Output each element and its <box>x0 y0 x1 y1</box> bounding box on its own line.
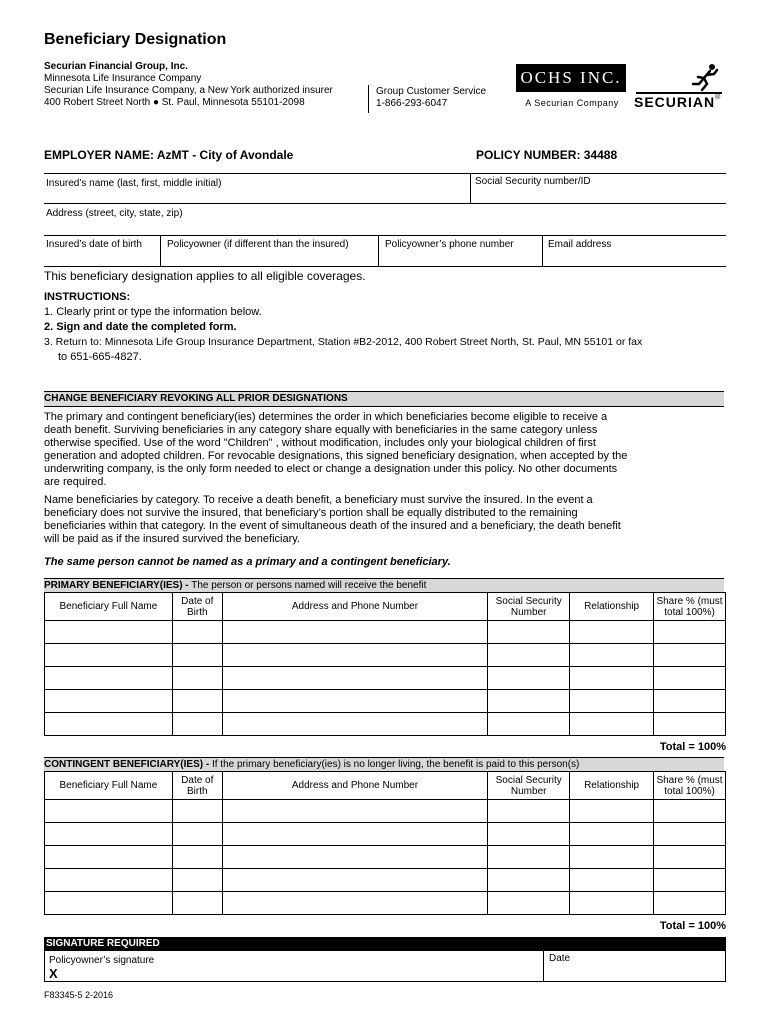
contingent-title-rest: If the primary beneficiary(ies) is no longer living, the benefit is paid to this person(s) <box>209 759 580 770</box>
cell-input[interactable] <box>172 690 222 713</box>
cell-input[interactable] <box>570 800 654 823</box>
page-title: Beneficiary Designation <box>44 31 227 48</box>
grid-line <box>543 951 544 981</box>
table-row[interactable] <box>45 869 726 892</box>
cell-input[interactable] <box>570 823 654 846</box>
header-divider <box>368 85 369 113</box>
cell-input[interactable] <box>488 800 570 823</box>
policy-number: POLICY NUMBER: 34488 <box>476 148 618 162</box>
company-address-block <box>44 61 333 109</box>
grid-line <box>44 203 726 204</box>
insured-name-field[interactable]: Insured’s name (last, first, middle initial) <box>46 178 222 189</box>
cell-input[interactable] <box>172 846 222 869</box>
cell-input[interactable] <box>488 823 570 846</box>
col-label: Date of <box>181 774 214 786</box>
cell-input[interactable] <box>45 846 173 869</box>
grid-line <box>44 173 726 174</box>
grid-line <box>542 235 543 266</box>
signature-box <box>44 951 726 982</box>
table-row[interactable] <box>45 667 726 690</box>
cell-input[interactable] <box>488 667 570 690</box>
group-customer-service <box>376 86 486 110</box>
para-line: will be paid as if the insured survived the beneficiary. <box>44 533 300 545</box>
registered-mark: ® <box>715 94 722 101</box>
para-line: generation and adopted children. For revocable designations, this signed beneficiary designation, when accepted by the <box>44 450 628 462</box>
col-label: Birth <box>187 785 208 797</box>
primary-title-bold: PRIMARY BENEFICIARY(IES) - <box>44 580 189 591</box>
col-label: Social Security <box>495 774 562 786</box>
cell-input[interactable] <box>488 621 570 644</box>
primary-title-rest: The person or persons named will receive the benefit <box>188 580 427 591</box>
cell-input[interactable] <box>570 667 654 690</box>
grid-line <box>470 173 471 203</box>
cell-input[interactable] <box>222 713 487 736</box>
col-label: Share % (must <box>656 774 723 786</box>
company-address: 400 Robert Street North ● St. Paul, Minnesota 55101-2098 <box>44 97 305 108</box>
primary-beneficiary-table <box>44 592 726 736</box>
col-label: Social Security <box>495 595 562 607</box>
instruction-step-2: 2. Sign and date the completed form. <box>44 321 237 333</box>
cell-input[interactable] <box>222 800 487 823</box>
cell-input[interactable] <box>45 713 173 736</box>
cell-input[interactable] <box>45 644 173 667</box>
cell-input[interactable] <box>45 869 173 892</box>
col-beneficiary-name <box>45 593 173 621</box>
para-line: Name beneficiaries by category. To receive a death benefit, a beneficiary must survive the insured. In the event a <box>44 494 593 506</box>
grid-line <box>44 235 726 236</box>
cell-input[interactable] <box>570 644 654 667</box>
date-field[interactable] <box>545 951 725 981</box>
insured-dob-field[interactable]: Insured’s date of birth <box>46 239 142 250</box>
cell-input[interactable] <box>172 892 222 915</box>
ochs-logo: OCHS INC. <box>516 64 626 92</box>
table-row[interactable] <box>45 644 726 667</box>
cell-input[interactable] <box>45 800 173 823</box>
col-label: Share % (must <box>656 595 723 607</box>
col-label: Address and Phone Number <box>291 601 419 612</box>
cell-input[interactable] <box>222 644 487 667</box>
cell-input[interactable] <box>570 713 654 736</box>
company-name: Securian Financial Group, Inc. <box>44 61 188 72</box>
cell-input[interactable] <box>488 892 570 915</box>
col-date-of-birth <box>172 772 222 800</box>
primary-total: Total = 100% <box>659 741 726 753</box>
cell-input[interactable] <box>654 621 726 644</box>
para-line: beneficiary does not survive the insured, that beneficiary’s portion shall be equally distributed to the remaining <box>44 507 578 519</box>
contingent-title-bold: CONTINGENT BENEFICIARY(IES) - <box>44 759 210 770</box>
col-label: Beneficiary Full Name <box>59 601 158 612</box>
ssn-field[interactable]: Social Security number/ID <box>475 176 591 187</box>
cell-input[interactable] <box>488 644 570 667</box>
signature-x-mark: X <box>49 966 58 981</box>
signature-heading-text: SIGNATURE REQUIRED <box>46 938 160 949</box>
change-paragraph-1 <box>44 411 728 489</box>
cell-input[interactable] <box>45 823 173 846</box>
col-share <box>654 772 726 800</box>
col-label: total 100%) <box>664 785 715 797</box>
email-field[interactable]: Email address <box>548 239 612 250</box>
cell-input[interactable] <box>222 846 487 869</box>
para-line: The primary and contingent beneficiary(ies) determines the order in which beneficiaries become eligible to receive a <box>44 411 608 423</box>
table-row[interactable] <box>45 621 726 644</box>
col-label: Number <box>510 785 547 797</box>
cell-input[interactable] <box>172 869 222 892</box>
policyowner-signature-label: Policyowner’s signature <box>49 955 155 966</box>
cell-input[interactable] <box>654 846 726 869</box>
table-row[interactable] <box>45 846 726 869</box>
cell-input[interactable] <box>570 690 654 713</box>
col-share <box>654 593 726 621</box>
cell-input[interactable] <box>222 621 487 644</box>
grid-line <box>378 235 379 266</box>
col-label: Relationship <box>584 780 640 791</box>
cell-input[interactable] <box>654 713 726 736</box>
table-row[interactable] <box>45 690 726 713</box>
col-label: total 100%) <box>664 606 715 618</box>
policyowner-field[interactable]: Policyowner (if different than the insured) <box>167 239 349 250</box>
contingent-beneficiary-table <box>44 771 726 915</box>
contingent-total: Total = 100% <box>659 920 726 932</box>
col-ssn <box>488 772 570 800</box>
cell-input[interactable] <box>172 667 222 690</box>
table-header-row <box>45 593 726 621</box>
table-header-row <box>45 772 726 800</box>
col-ssn <box>488 593 570 621</box>
col-label: Address and Phone Number <box>291 780 419 791</box>
para-line: underwriting company, is the only form needed to elect or change a designation under this policy. No other documents <box>44 463 618 475</box>
gcs-phone: 1-866-293-6047 <box>376 98 448 109</box>
employer-name: EMPLOYER NAME: AzMT - City of Avondale <box>44 148 294 162</box>
cell-input[interactable] <box>222 690 487 713</box>
company-line-2: Minnesota Life Insurance Company <box>44 73 202 84</box>
cell-input[interactable] <box>654 869 726 892</box>
cell-input[interactable] <box>654 823 726 846</box>
col-label: Number <box>510 606 547 618</box>
cell-input[interactable] <box>570 846 654 869</box>
grid-line <box>44 266 726 267</box>
instruction-step-3-cont: to 651-665-4827. <box>58 351 142 363</box>
cell-input[interactable] <box>654 667 726 690</box>
col-address-phone <box>222 772 487 800</box>
cell-input[interactable] <box>172 823 222 846</box>
applies-note: This beneficiary designation applies to all eligible coverages. <box>44 269 366 283</box>
signature-field[interactable] <box>47 951 543 981</box>
cell-input[interactable] <box>488 713 570 736</box>
col-label: Beneficiary Full Name <box>59 780 158 791</box>
col-address-phone <box>222 593 487 621</box>
cell-input[interactable] <box>172 621 222 644</box>
cell-input[interactable] <box>172 713 222 736</box>
col-beneficiary-name <box>45 772 173 800</box>
cell-input[interactable] <box>570 869 654 892</box>
change-paragraph-2 <box>44 494 728 546</box>
cell-input[interactable] <box>45 621 173 644</box>
change-beneficiary-heading: CHANGE BENEFICIARY REVOKING ALL PRIOR DESIGNATIONS <box>44 391 724 407</box>
gcs-label: Group Customer Service <box>376 86 487 97</box>
securian-logo-text: SECURIAN <box>634 94 716 110</box>
policyowner-phone-field[interactable]: Policyowner’s phone number <box>385 239 514 250</box>
para-line: otherwise specified. Use of the word "Children" , without modification, includes only your biological children of first <box>44 437 596 449</box>
table-row[interactable] <box>45 823 726 846</box>
date-label: Date <box>549 953 571 964</box>
cell-input[interactable] <box>488 690 570 713</box>
primary-table-title <box>44 578 724 592</box>
signature-heading <box>44 937 726 951</box>
col-date-of-birth <box>172 593 222 621</box>
cell-input[interactable] <box>488 869 570 892</box>
instructions-heading: INSTRUCTIONS: <box>44 291 131 303</box>
address-field[interactable]: Address (street, city, state, zip) <box>46 208 183 219</box>
col-label: Relationship <box>584 601 640 612</box>
para-line: are required. <box>44 476 107 488</box>
cell-input[interactable] <box>45 892 173 915</box>
table-row[interactable] <box>45 800 726 823</box>
cell-input[interactable] <box>654 892 726 915</box>
cell-input[interactable] <box>45 690 173 713</box>
cell-input[interactable] <box>570 621 654 644</box>
cell-input[interactable] <box>654 800 726 823</box>
para-line: beneficiaries within that category. In the event of simultaneous death of the insured and a beneficiary, the death benefit <box>44 520 621 532</box>
instructions <box>44 290 642 365</box>
col-relationship <box>570 772 654 800</box>
cell-input[interactable] <box>488 846 570 869</box>
col-label: Date of <box>181 595 214 607</box>
col-relationship <box>570 593 654 621</box>
cell-input[interactable] <box>45 667 173 690</box>
table-row[interactable] <box>45 713 726 736</box>
cell-input[interactable] <box>222 823 487 846</box>
para-line: death benefit. Surviving beneficiaries in any category share equally with beneficiaries in the same category unless <box>44 424 598 436</box>
same-person-warning: The same person cannot be named as a primary and a contingent beneficiary. <box>44 556 451 568</box>
cell-input[interactable] <box>654 644 726 667</box>
col-label: Birth <box>187 606 208 618</box>
cell-input[interactable] <box>222 892 487 915</box>
instruction-step-3: 3. Return to: Minnesota Life Group Insurance Department, Station #B2-2012, 400 Robert Street North, St. Paul, MN 55101 or fax <box>44 336 643 348</box>
runner-logo-icon <box>690 62 720 92</box>
contingent-table-title <box>44 757 724 771</box>
cell-input[interactable] <box>654 690 726 713</box>
ochs-tagline: A Securian Company <box>525 98 619 108</box>
table-row[interactable] <box>45 892 726 915</box>
company-line-3: Securian Life Insurance Company, a New York authorized insurer <box>44 85 333 96</box>
securian-logo <box>634 94 721 110</box>
grid-line <box>160 235 161 266</box>
cell-input[interactable] <box>570 892 654 915</box>
cell-input[interactable] <box>172 800 222 823</box>
instruction-step-1: 1. Clearly print or type the information below. <box>44 306 262 318</box>
cell-input[interactable] <box>172 644 222 667</box>
cell-input[interactable] <box>222 869 487 892</box>
form-number: F83345-5 2-2016 <box>44 990 114 1000</box>
cell-input[interactable] <box>222 667 487 690</box>
